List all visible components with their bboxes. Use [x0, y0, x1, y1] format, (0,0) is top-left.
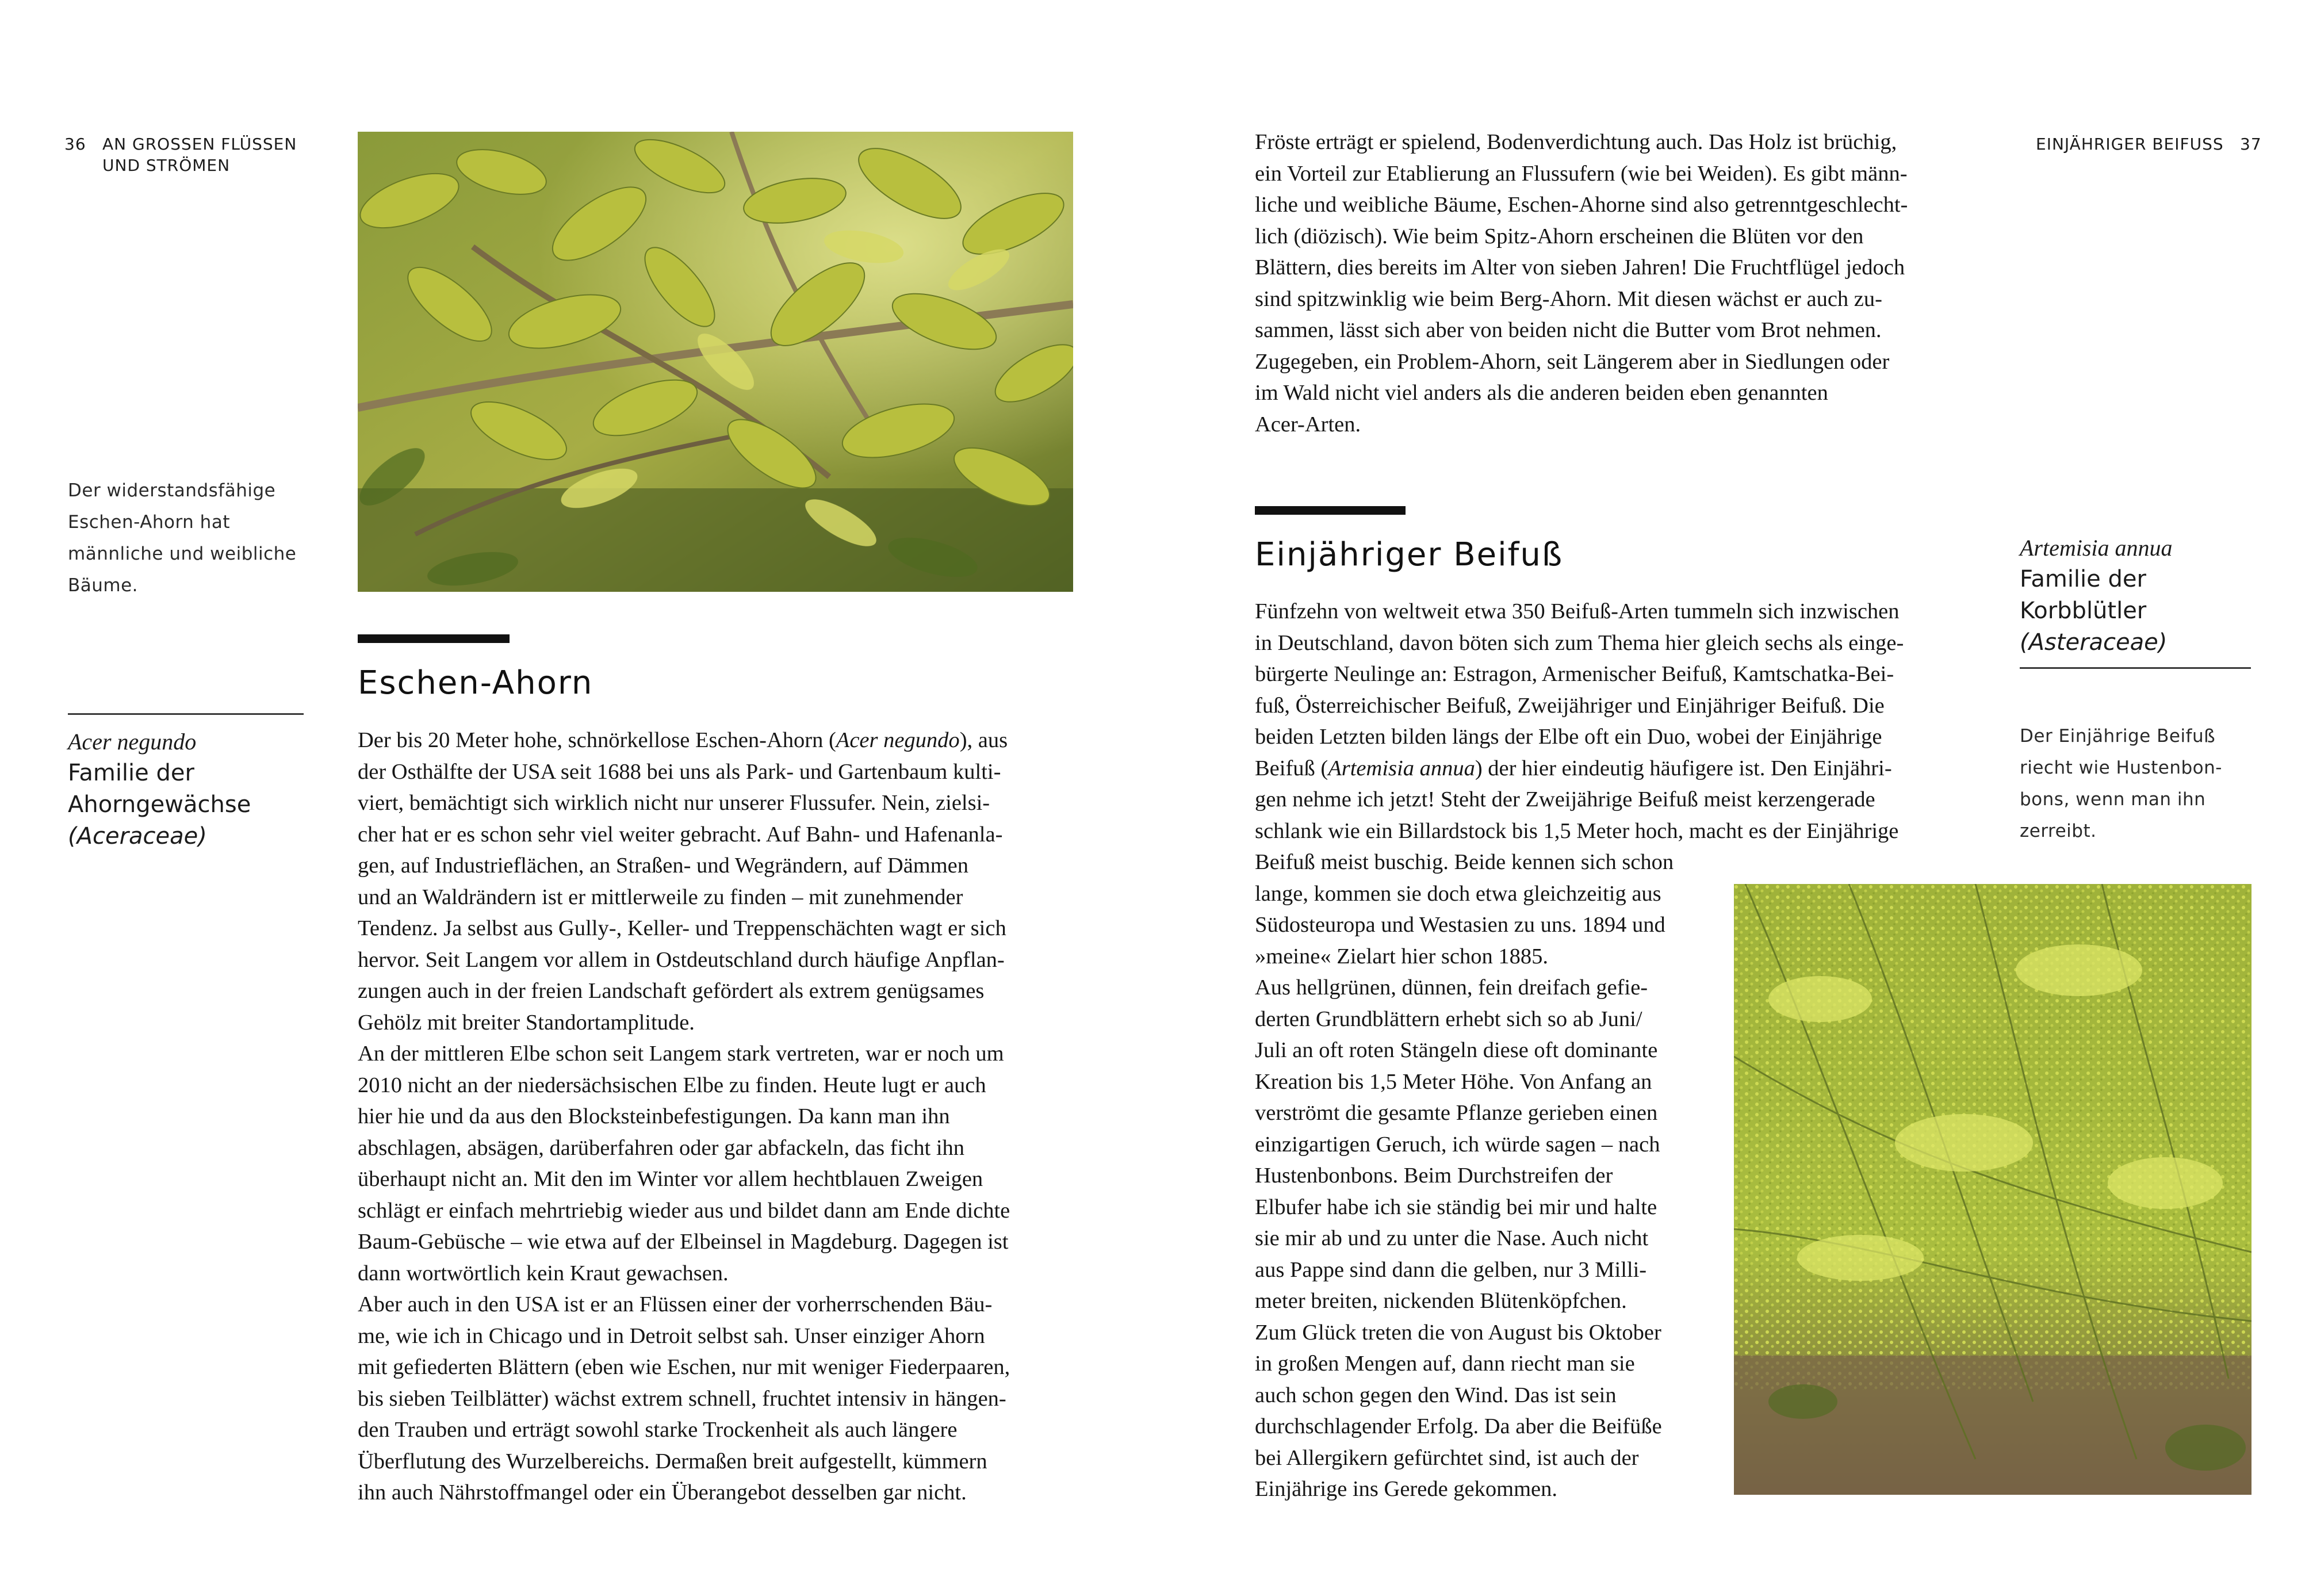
- body-line: in Deutschland, davon böten sich zum Thema hier gleich sechs als einge-: [1255, 630, 1904, 655]
- body-line: bürgerte Neulinge an: Estragon, Armenischer Beifuß, Kamtschatka-Bei-: [1255, 662, 1894, 686]
- taxon-latin-name: Artemisia annua: [2020, 535, 2173, 561]
- taxon-latin-name: Acer negundo: [68, 729, 197, 755]
- body-line: mit gefiederten Blättern (eben wie Eschen, nur mit weniger Fiederpaaren,: [358, 1355, 1010, 1379]
- taxon-family-latin: (Asteraceae): [2020, 629, 2168, 656]
- body-line: schlank wie ein Billardstock bis 1,5 Meter hoch, macht es der Einjährige: [1255, 818, 1899, 843]
- body-line: Überflutung des Wurzelbereichs. Dermaßen breit aufgestellt, kümmern: [358, 1449, 987, 1473]
- taxon-box-left: [68, 726, 251, 852]
- body-line: durchschlagender Erfolg. Da aber die Beifüße: [1255, 1414, 1662, 1438]
- heading-bar-left: [358, 634, 510, 643]
- body-line: in großen Mengen auf, dann riecht man sie: [1255, 1352, 1635, 1376]
- body-line: auch schon gegen den Wind. Das ist sein: [1255, 1383, 1617, 1407]
- caption-line: riecht wie Hustenbon-: [2020, 757, 2222, 778]
- body-line: liche und weibliche Bäume, Eschen-Ahorne sind also getrenntgeschlecht-: [1255, 193, 1908, 217]
- body-line: Aus hellgrünen, dünnen, fein dreifach gefie-: [1255, 975, 1648, 1000]
- body-line: »meine« Zielart hier schon 1885.: [1255, 944, 1548, 969]
- taxon-family-line: Familie der: [2020, 566, 2146, 592]
- artemisia-photo: [1734, 884, 2251, 1495]
- body-line: ihn auch Nährstoffmangel oder ein Überangebot desselben gar nicht.: [358, 1480, 967, 1505]
- heading-eschen-ahorn: Eschen-Ahorn: [358, 664, 593, 702]
- body-line: Tendenz. Ja selbst aus Gully-, Keller- und Treppenschächten wagt er sich: [358, 916, 1006, 940]
- taxon-rule-left: [68, 713, 304, 715]
- body-line: fuß, Österreichischer Beifuß, Zweijähriger und Einjähriger Beifuß. Die: [1255, 693, 1885, 718]
- taxon-rule-right: [2020, 667, 2251, 669]
- body-line: im Wald nicht viel anders als die anderen beiden eben genannten: [1255, 381, 1828, 405]
- caption-line: Eschen-Ahorn hat: [68, 512, 230, 533]
- body-line: Fröste erträgt er spielend, Bodenverdichtung auch. Das Holz ist brüchig,: [1255, 130, 1897, 154]
- body-line: hier hie und da aus den Blocksteinbefestigungen. Da kann man ihn: [358, 1104, 950, 1128]
- body-line: verströmt die gesamte Pflanze gerieben einen: [1255, 1101, 1658, 1125]
- body-line: lange, kommen sie doch etwa gleichzeitig aus: [1255, 881, 1661, 906]
- heading-bar-right: [1255, 506, 1406, 515]
- body-line: meter breiten, nickenden Blütenköpfchen.: [1255, 1289, 1627, 1313]
- heading-einjaehriger-beifuss: Einjähriger Beifuß: [1255, 536, 1564, 573]
- body-line: 2010 nicht an der niedersächsischen Elbe zu finden. Heute lugt er auch: [358, 1073, 986, 1097]
- body-text-right-narrow: [1255, 847, 1715, 1505]
- body-line: schlägt er einfach mehrtriebig wieder aus und bildet dann am Ende dichte: [358, 1198, 1010, 1223]
- caption-line: Bäume.: [68, 575, 139, 596]
- body-line: sie mir ab und zu unter die Nase. Auch nicht: [1255, 1226, 1649, 1250]
- body-line: derten Grundblättern erhebt sich so ab Juni/: [1255, 1006, 1642, 1031]
- body-line: lich (diözisch). Wie beim Spitz-Ahorn erscheinen die Blüten vor den: [1255, 224, 1864, 248]
- body-line: Blättern, dies bereits im Alter von sieben Jahren! Die Fruchtflügel jedoch: [1255, 255, 1905, 280]
- body-line: hervor. Seit Langem vor allem in Ostdeutschland durch häufige Anpflan-: [358, 947, 1005, 972]
- caption-line: Der Einjährige Beifuß: [2020, 726, 2216, 747]
- body-line: beiden Letzten bilden längs der Elbe oft ein Duo, wobei der Einjährige: [1255, 725, 1882, 749]
- taxon-family-line: Korbblütler: [2020, 598, 2147, 624]
- body-line: dann wortwörtlich kein Kraut gewachsen.: [358, 1261, 729, 1285]
- body-line: aus Pappe sind dann die gelben, nur 3 Milli-: [1255, 1257, 1647, 1282]
- photo-caption-left: [68, 475, 296, 602]
- body-text-left: [358, 725, 1074, 1509]
- body-line: Fünfzehn von weltweit etwa 350 Beifuß-Arten tummeln sich inzwischen: [1255, 599, 1900, 623]
- caption-line: männliche und weibliche: [68, 544, 297, 564]
- body-line: gen nehme ich jetzt! Steht der Zweijährige Beifuß meist kerzengerade: [1255, 787, 1875, 812]
- body-line: und an Waldrändern ist er mittlerweile zu finden – mit zunehmender: [358, 885, 963, 909]
- body-line: Beifuß (Artemisia annua) der hier eindeutig häufigere ist. Den Einjähri-: [1255, 756, 1892, 780]
- body-line: der Osthälfte der USA seit 1688 bei uns als Park- und Gartenbaum kulti-: [358, 759, 1001, 784]
- taxon-family-line: Familie der: [68, 760, 194, 786]
- running-head-left: [102, 133, 297, 176]
- body-line: Zum Glück treten die von August bis Oktober: [1255, 1320, 1661, 1345]
- maple-photo: [358, 132, 1073, 592]
- body-line: bei Allergikern gefürchtet sind, ist auch der: [1255, 1445, 1639, 1470]
- body-line: Kreation bis 1,5 Meter Höhe. Von Anfang an: [1255, 1069, 1652, 1094]
- body-line: Beifuß meist buschig. Beide kennen sich schon: [1255, 850, 1674, 874]
- body-line: sammen, lässt sich aber von beiden nicht die Butter vom Brot nehmen.: [1255, 318, 1882, 342]
- running-head-left-line: UND STRÖMEN: [102, 156, 231, 175]
- body-line: abschlagen, absägen, darüberfahren oder gar abfackeln, das ficht ihn: [358, 1135, 965, 1160]
- taxon-family-line: Ahorngewächse: [68, 791, 251, 818]
- body-line: überhaupt nicht an. Mit den im Winter vor allem hechtblauen Zweigen: [358, 1167, 983, 1191]
- body-line: Juli an oft roten Stängeln diese oft dominante: [1255, 1038, 1658, 1062]
- body-line: Elbufer habe ich sie ständig bei mir und halte: [1255, 1195, 1657, 1219]
- page-number-right: 37: [2240, 135, 2262, 154]
- taxon-family-latin: (Aceraceae): [68, 823, 207, 849]
- photo-caption-right: [2020, 721, 2222, 847]
- body-line: me, wie ich in Chicago und in Detroit selbst sah. Unser einziger Ahorn: [358, 1323, 985, 1348]
- body-line: ein Vorteil zur Etablierung an Flussufern (wie bei Weiden). Es gibt männ-: [1255, 161, 1908, 186]
- body-line: sind spitzwinklig wie beim Berg-Ahorn. Mit diesen wächst er auch zu-: [1255, 286, 1882, 311]
- body-line: bis sieben Teilblätter) wächst extrem schnell, fruchtet intensiv in hängen-: [358, 1386, 1006, 1411]
- body-line: zungen auch in der freien Landschaft gefördert als extrem genügsames: [358, 979, 985, 1003]
- page-number-left: 36: [64, 135, 86, 154]
- body-line: Hustenbonbons. Beim Durchstreifen der: [1255, 1163, 1613, 1188]
- caption-line: Der widerstandsfähige: [68, 480, 276, 501]
- body-text-continued: [1255, 127, 1968, 440]
- running-head-left-line: AN GROSSEN FLÜSSEN: [102, 135, 297, 154]
- body-line: den Trauben und erträgt sowohl starke Trockenheit als auch längere: [358, 1418, 958, 1442]
- taxon-box-right: [2020, 532, 2173, 659]
- body-line: Zugegeben, ein Problem-Ahorn, seit Längerem aber in Siedlungen oder: [1255, 349, 1890, 374]
- body-line: Acer-Arten.: [1255, 412, 1361, 437]
- running-head-right: EINJÄHRIGER BEIFUSS: [2036, 135, 2224, 154]
- caption-line: zerreibt.: [2020, 821, 2097, 841]
- body-line: einzigartigen Geruch, ich würde sagen – nach: [1255, 1132, 1660, 1157]
- body-line: viert, bemächtigt sich wirklich nicht nur unserer Flussufer. Nein, zielsi-: [358, 791, 990, 815]
- body-line: Baum-Gebüsche – wie etwa auf der Elbeinsel in Magdeburg. Dagegen ist: [358, 1230, 1009, 1254]
- caption-line: bons, wenn man ihn: [2020, 789, 2206, 810]
- body-line: Aber auch in den USA ist er an Flüssen einer der vorherrschenden Bäu-: [358, 1292, 993, 1316]
- body-text-right-full: [1255, 596, 1956, 847]
- body-line: Einjährige ins Gerede gekommen.: [1255, 1477, 1557, 1501]
- body-line: Gehölz mit breiter Standortamplitude.: [358, 1010, 695, 1035]
- body-line: An der mittleren Elbe schon seit Langem stark vertreten, war er noch um: [358, 1042, 1004, 1066]
- body-line: gen, auf Industrieflächen, an Straßen- und Wegrändern, auf Dämmen: [358, 854, 969, 878]
- body-line: cher hat er es schon sehr viel weiter gebracht. Auf Bahn- und Hafenanla-: [358, 822, 1003, 847]
- body-line: Südosteuropa und Westasien zu uns. 1894 und: [1255, 913, 1665, 937]
- body-line: Der bis 20 Meter hohe, schnörkellose Eschen-Ahorn (Acer negundo), aus: [358, 728, 1008, 752]
